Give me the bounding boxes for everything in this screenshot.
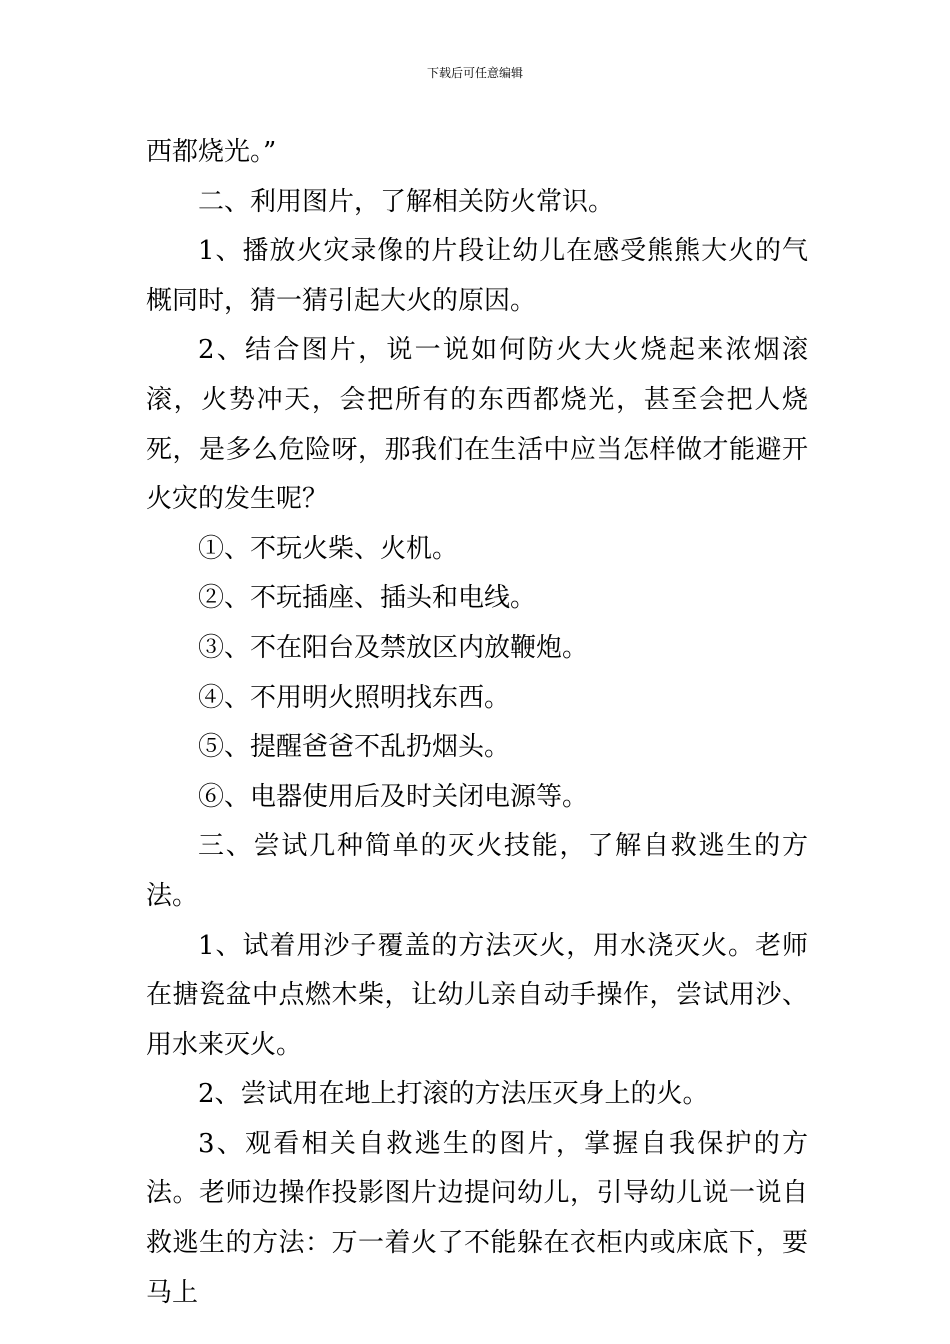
document-body <box>146 128 808 1318</box>
list-item: ④、不用明火照明找东西。 <box>198 682 511 713</box>
list-item: ⑥、电器使用后及时关闭电源等。 <box>198 781 589 812</box>
paragraph-step-1: 1、试着用沙子覆盖的方法灭火，用水浇灭火。老师在搪瓷盆中点燃木柴，让幼儿亲自动手操作，尝试用沙、用水来灭火。 <box>146 930 808 1060</box>
list-item: ①、不玩火柴、火机。 <box>198 533 459 564</box>
list-item: ⑤、提醒爸爸不乱扔烟头。 <box>198 732 511 763</box>
page-header: 下载后可任意编辑 <box>426 66 523 80</box>
section-heading-2: 二、利用图片，了解相关防火常识。 <box>198 186 615 217</box>
list-item: ③、不在阳台及禁放区内放鞭炮。 <box>198 632 589 663</box>
list-item: ②、不玩插座、插头和电线。 <box>198 583 537 614</box>
paragraph-step-3: 3、观看相关自救逃生的图片，掌握自我保护的方法。老师边操作投影图片边提问幼儿，引导幼儿说一说自救逃生的方法：万一着火了不能躲在衣柜内或床底下，要马上 <box>146 1128 808 1308</box>
paragraph-step-2: 2、结合图片，说一说如何防火大火烧起来浓烟滚滚，火势冲天，会把所有的东西都烧光，甚至会把人烧死，是多么危险呀，那我们在生活中应当怎样做才能避开火灾的发生呢？ <box>146 335 808 515</box>
section-heading-3: 三、尝试几种简单的灭火技能，了解自救逃生的方法。 <box>146 831 808 911</box>
paragraph-continuation: 西都烧光。” <box>146 137 277 167</box>
paragraph-step-1: 1、播放火灾录像的片段让幼儿在感受熊熊大火的气概同时，猜一猜引起大火的原因。 <box>146 236 808 316</box>
paragraph-step-2: 2、尝试用在地上打滚的方法压灭身上的火。 <box>198 1079 709 1110</box>
